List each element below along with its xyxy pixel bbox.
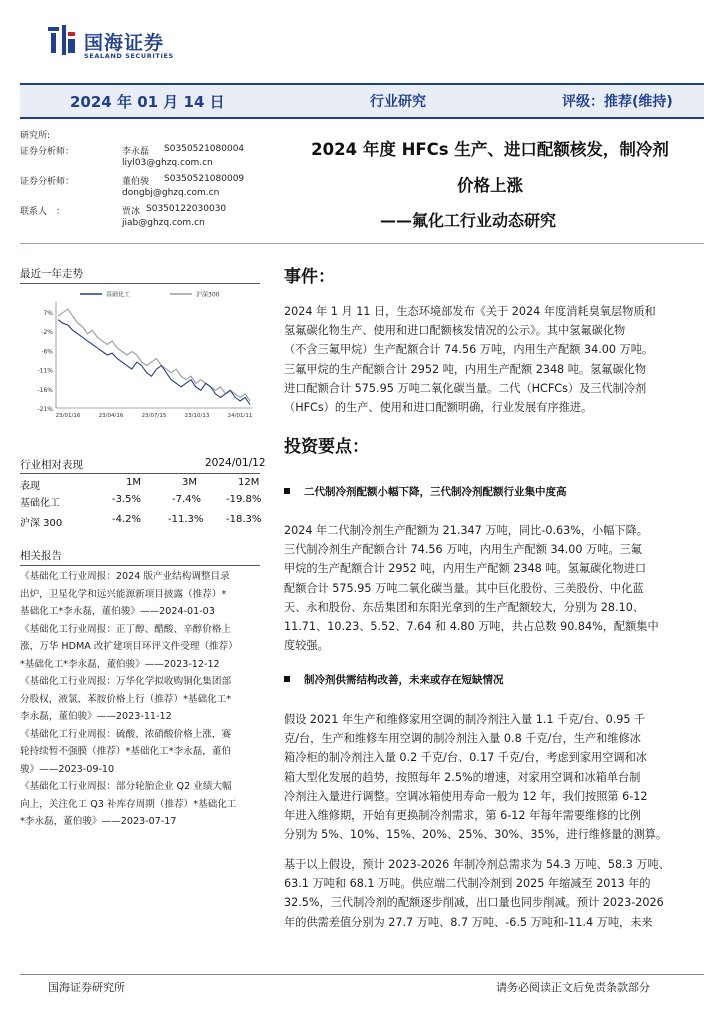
event-line: 2024 年 1 月 11 日，生态环境部发布《关于 2024 年度消耗臭氧层物质和: [284, 305, 656, 318]
footer-right-text: 请务必阅读正文后免责条款部分: [496, 981, 650, 994]
y-tick-label: -2%: [41, 329, 53, 337]
performance-cell: -3.5%: [112, 494, 142, 505]
performance-cell: -7.4%: [172, 494, 202, 505]
title-line: 价格上涨: [457, 176, 523, 195]
report-subtitle: ——氟化工行业动态研究: [380, 211, 557, 230]
report-title: [285, 132, 695, 204]
series-line-沪深300: [58, 309, 250, 401]
report-line: 轮持续暂不强膜（推荐）*基础化工*李永磊，董伯: [20, 746, 232, 757]
body-line: 11.71、10.23、5.52、7.64 和 4.80 万吨，共占总数 90.84%，配额集中: [284, 620, 659, 634]
report-date: 2024 年 01 月 14 日: [70, 93, 225, 111]
point-title-text: 二代制冷剂配额小幅下降，三代制冷剂配额行业集中度高: [304, 486, 567, 498]
report-line: 涨，万华 HDMA 改扩建项目环评文件受理（推荐）: [20, 641, 238, 652]
event-line: （不含三氟甲烷）生产配额合计 74.56 万吨，内用生产配额 34.00 万吨。: [284, 343, 654, 357]
event-line: （HFCs）的生产、使用和进口配额明确，行业发展有序推进。: [284, 401, 593, 415]
logo-name: 国海证券: [84, 32, 165, 54]
y-tick-label: -21%: [37, 406, 53, 413]
divider: [20, 473, 260, 474]
performance-cell: -18.3%: [226, 514, 262, 525]
x-tick-label: 23/01/16: [55, 413, 81, 419]
report-line: 《基础化工行业周报：万华化学拟收购铜化集团部: [20, 676, 232, 687]
event-line: 三氟甲烷的生产配额合计 2952 吨，内用生产配额 2348 吨。氢氟碳化物: [284, 362, 647, 376]
body-line: 年进入维修期，开始有更换制冷剂需求，第 6-12 年每年需要维修的比例: [284, 809, 641, 823]
body-line: 分别为 5%、10%、15%、20%、25%、30%、35%，进行维修量的测算。: [284, 828, 668, 842]
invest-heading: 投资要点：: [284, 437, 369, 457]
analyst-name: 李永磊: [122, 147, 150, 157]
performance-date: 2024/01/12: [205, 457, 266, 469]
body-line: 配额合计 575.95 万吨二氧化碳当量。其中巨化股份、三美股份、中化蓝: [284, 581, 644, 595]
performance-row-label: 沪深 300: [20, 518, 63, 529]
analyst-heading: 研究所:: [20, 131, 51, 141]
body-line: 天、永和股份、东岳集团和东阳光拿到的生产配额较大，分别为 28.10、: [284, 600, 645, 614]
invest-point-paragraph: [284, 855, 694, 932]
body-line: 箱大型化发展的趋势，按照每年 2.5%的增速，对家用空调和冰箱单台制: [284, 770, 641, 784]
report-line: 《基础化工行业周报：2024 版产业结构调整目录: [20, 571, 230, 582]
body-line: 2024 年二代制冷剂生产配额为 21.347 万吨，同比-0.63%，小幅下降。: [284, 524, 648, 537]
divider: [20, 243, 704, 244]
related-report-item[interactable]: [20, 726, 260, 779]
analyst-cert: S0350521080009: [164, 174, 245, 184]
performance-cell: -19.8%: [226, 494, 262, 505]
report-line: *李永磊，董伯骏》——2023-07-17: [20, 816, 177, 827]
performance-row-label: 基础化工: [20, 498, 60, 509]
invest-point-paragraph: [284, 521, 694, 655]
logo-icon: [46, 24, 76, 56]
divider: [20, 565, 260, 566]
x-tick-label: 23/04/16: [98, 413, 124, 419]
performance-header-1m: 1M: [126, 477, 141, 488]
divider: [20, 283, 260, 284]
report-line: 李永磊，董伯骏》——2023-11-12: [20, 711, 172, 722]
y-tick-label: -11%: [37, 367, 53, 375]
performance-header-3m: 3M: [182, 477, 197, 488]
legend-label: 沪深300: [196, 291, 220, 299]
performance-header-12m: 12M: [238, 477, 260, 488]
analyst-email[interactable]: jiab@ghzq.com.cn: [122, 218, 205, 228]
report-line: 基础化工*李永磊，董伯骏》——2024-01-03: [20, 606, 215, 617]
invest-point-title: [284, 672, 504, 687]
analyst-role: 联系人 ：: [20, 207, 66, 217]
invest-point-title: [284, 484, 567, 499]
performance-header-label: 表现: [20, 481, 40, 492]
body-line: 度较强。: [284, 639, 329, 653]
footer-divider: [20, 974, 704, 975]
analyst-cert: S0350521080004: [164, 144, 245, 154]
body-line: 63.1 万吨和 68.1 万吨。供应端二代制冷剂到 2025 年缩减至 2013 年的: [284, 877, 651, 891]
report-line: *基础化工*李永磊，董伯骏》——2023-12-12: [20, 658, 220, 670]
body-line: 32.5%，三代制冷剂的配额逐步削减，出口量也同步削减。预计 2023-2026: [284, 896, 664, 910]
report-category: 行业研究: [370, 94, 426, 110]
event-heading: 事件：: [284, 267, 335, 287]
body-line: 年的供需差值分别为 27.7 万吨、8.7 万吨、-6.5 万吨和-11.4 万吨，未来: [284, 915, 653, 929]
analyst-name: 董伯骏: [122, 177, 150, 187]
related-reports-list: [20, 568, 260, 831]
analyst-name: 贾冰: [122, 207, 141, 217]
trend-heading: 最近一年走势: [20, 268, 83, 280]
performance-cell: -4.2%: [112, 514, 142, 525]
analyst-role: 证券分析师：: [20, 177, 75, 187]
x-tick-label: 24/01/11: [227, 413, 253, 419]
footer-left-text: 国海证券研究所: [48, 981, 125, 994]
y-tick-label: -16%: [37, 386, 53, 394]
report-line: 向上，关注化工 Q3 补库存周期（推荐）*基础化工: [20, 798, 237, 810]
bullet-square-icon: [284, 676, 290, 682]
trend-chart: [20, 288, 260, 428]
related-report-item[interactable]: [20, 621, 260, 674]
body-line: 甲烷的生产配额合计 2952 吨，内用生产配额 2348 吨。氢氟碳化物进口: [284, 562, 647, 576]
report-line: 《基础化工行业周报：正丁醇、醋酸、辛醇价格上: [20, 623, 232, 635]
analyst-cert: S0350122030030: [146, 204, 227, 214]
legend-label: 基础化工: [106, 291, 131, 299]
report-rating: 评级：推荐(维持): [562, 94, 673, 110]
event-line: 氢氟碳化物生产、使用和进口配额核发情况的公示》。其中氢氟碳化物: [284, 324, 626, 338]
x-tick-label: 23/10/13: [184, 413, 210, 419]
report-line: 骏》——2023-09-10: [20, 763, 115, 775]
event-paragraph: [284, 302, 694, 417]
related-report-item[interactable]: [20, 568, 260, 621]
analyst-email[interactable]: liyl03@ghzq.com.cn: [122, 158, 213, 168]
body-line: 假设 2021 年生产和维修家用空调的制冷剂注入量 1.1 千克/台、0.95 千: [284, 713, 646, 726]
invest-point-paragraph: [284, 710, 694, 844]
body-line: 箱冷柜的制冷剂注入量 0.2 千克/台、0.17 千克/台，考虑到家用空调和冰: [284, 751, 647, 765]
title-line: 2024 年度 HFCs 生产、进口配额核发，制冷剂: [311, 140, 669, 159]
bullet-square-icon: [284, 488, 290, 494]
report-line: 《基础化工行业周报：部分轮胎企业 Q2 业绩大幅: [20, 781, 232, 792]
analyst-role: 证券分析师：: [20, 147, 75, 157]
y-tick-label: -6%: [41, 348, 53, 356]
event-line: 进口配额合计 575.95 万吨二氧化碳当量。二代（HCFCs）及三代制冷剂: [284, 381, 647, 395]
related-report-item[interactable]: [20, 778, 260, 831]
point-title-text: 制冷剂供需结构改善，未来或存在短缺情况: [304, 674, 504, 686]
related-heading: 相关报告: [20, 550, 62, 562]
report-line: 出炉，卫星化学和远兴能源新项目披露（推荐）*: [20, 588, 227, 600]
related-report-item[interactable]: [20, 673, 260, 726]
body-line: 克/台，生产和维修车用空调的制冷剂注入量 0.8 千克/台，生产和维修冰: [284, 732, 641, 746]
y-tick-label: 7%: [43, 310, 53, 317]
x-tick-label: 23/07/15: [141, 413, 167, 419]
performance-cell: -11.3%: [168, 514, 204, 525]
body-line: 基于以上假设，预计 2023-2026 年制冷剂总需求为 54.3 万吨、58.3 万吨、: [284, 858, 670, 871]
report-line: 分股权，液氯、苯胺价格上行（推荐）*基础化工*: [20, 693, 232, 705]
body-line: 冷剂注入量进行调整。空调冰箱使用寿命一般为 12 年，我们按照第 6-12: [284, 789, 648, 803]
report-line: 《基础化工行业周报：硫酸、浓硝酸价格上涨，赛: [20, 728, 232, 740]
performance-heading: 行业相对表现: [20, 459, 83, 471]
logo-english: SEALAND SECURITIES: [84, 52, 174, 60]
body-line: 三代制冷剂生产配额合计 74.56 万吨，内用生产配额 34.00 万吨。三氟: [284, 543, 642, 557]
analyst-email[interactable]: dongbj@ghzq.com.cn: [122, 188, 220, 198]
